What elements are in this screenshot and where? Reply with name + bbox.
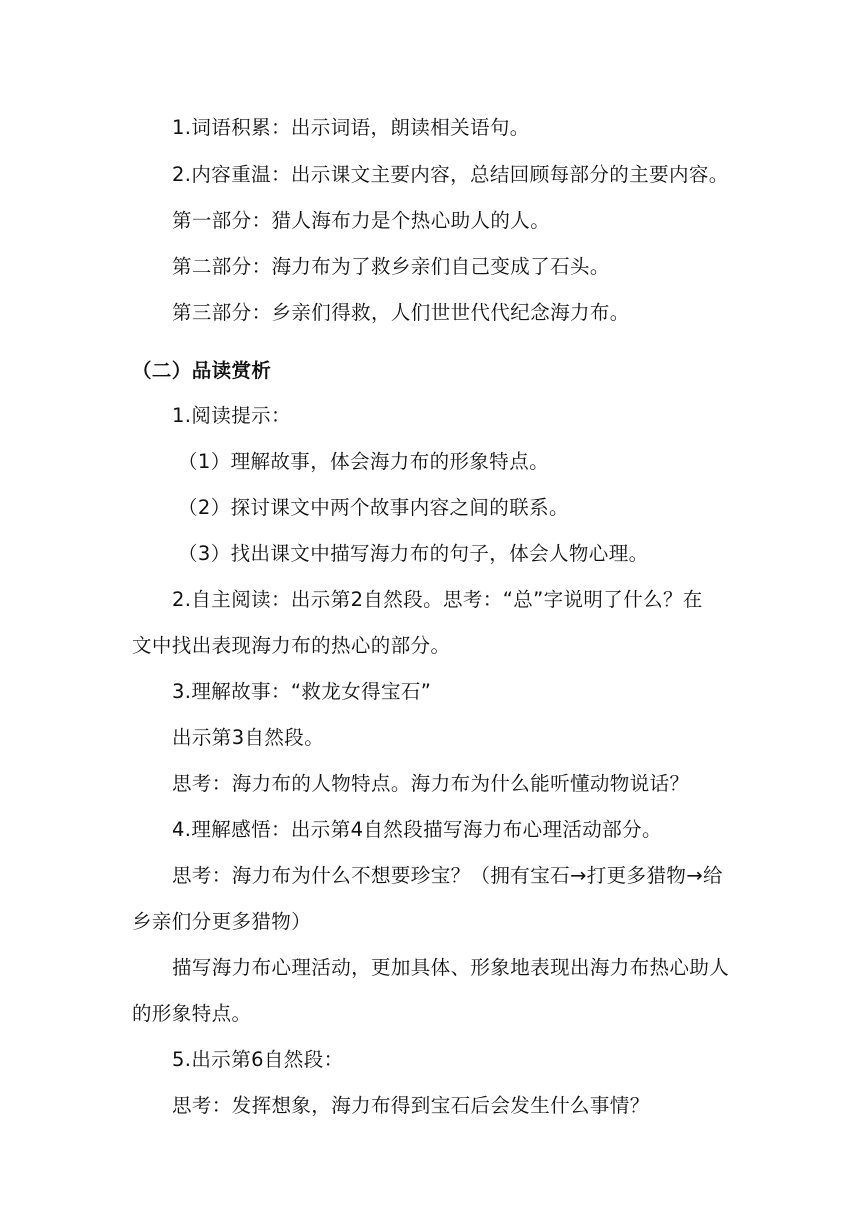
text-line: 的形象特点。 [132,1002,252,1025]
text-line: 4.理解感悟：出示第4自然段描写海力布心理活动部分。 [172,818,662,841]
text-line: （2）探讨课文中两个故事内容之间的联系。 [178,496,569,519]
text-line: 1.词语积累：出示词语，朗读相关语句。 [172,116,530,139]
text-line: 第二部分：海力布为了救乡亲们自己变成了石头。 [172,255,610,278]
text-line: 思考：海力布为什么不想要珍宝？（拥有宝石→打更多猎物→给 [172,864,723,887]
text-line: 描写海力布心理活动，更加具体、形象地表现出海力布热心助人 [172,956,730,979]
text-line: 5.出示第6自然段： [172,1048,344,1071]
text-line: 文中找出表现海力布的热心的部分。 [132,634,451,657]
text-line: 第一部分：猎人海布力是个热心助人的人。 [172,209,551,232]
text-line: （3）找出课文中描写海力布的句子，体会人物心理。 [178,542,649,565]
text-line: 思考：发挥想象，海力布得到宝石后会发生什么事情？ [172,1094,650,1117]
text-line: 出示第3自然段。 [172,726,325,749]
text-line: 第三部分：乡亲们得救，人们世世代代纪念海力布。 [172,301,630,324]
text-line: 2.自主阅读：出示第2自然段。思考：“总”字说明了什么？在 [172,588,703,611]
text-line: 思考：海力布的人物特点。海力布为什么能听懂动物说话？ [172,772,690,795]
section-heading: （二）品读赏析 [132,359,272,382]
text-line: 1.阅读提示： [172,404,291,427]
text-line: 2.内容重温：出示课文主要内容，总结回顾每部分的主要内容。 [172,163,729,186]
text-line: 3.理解故事：“救龙女得宝石” [172,680,432,703]
text-line: （1）理解故事，体会海力布的形象特点。 [178,450,550,473]
text-line: 乡亲们分更多猎物） [132,910,312,933]
